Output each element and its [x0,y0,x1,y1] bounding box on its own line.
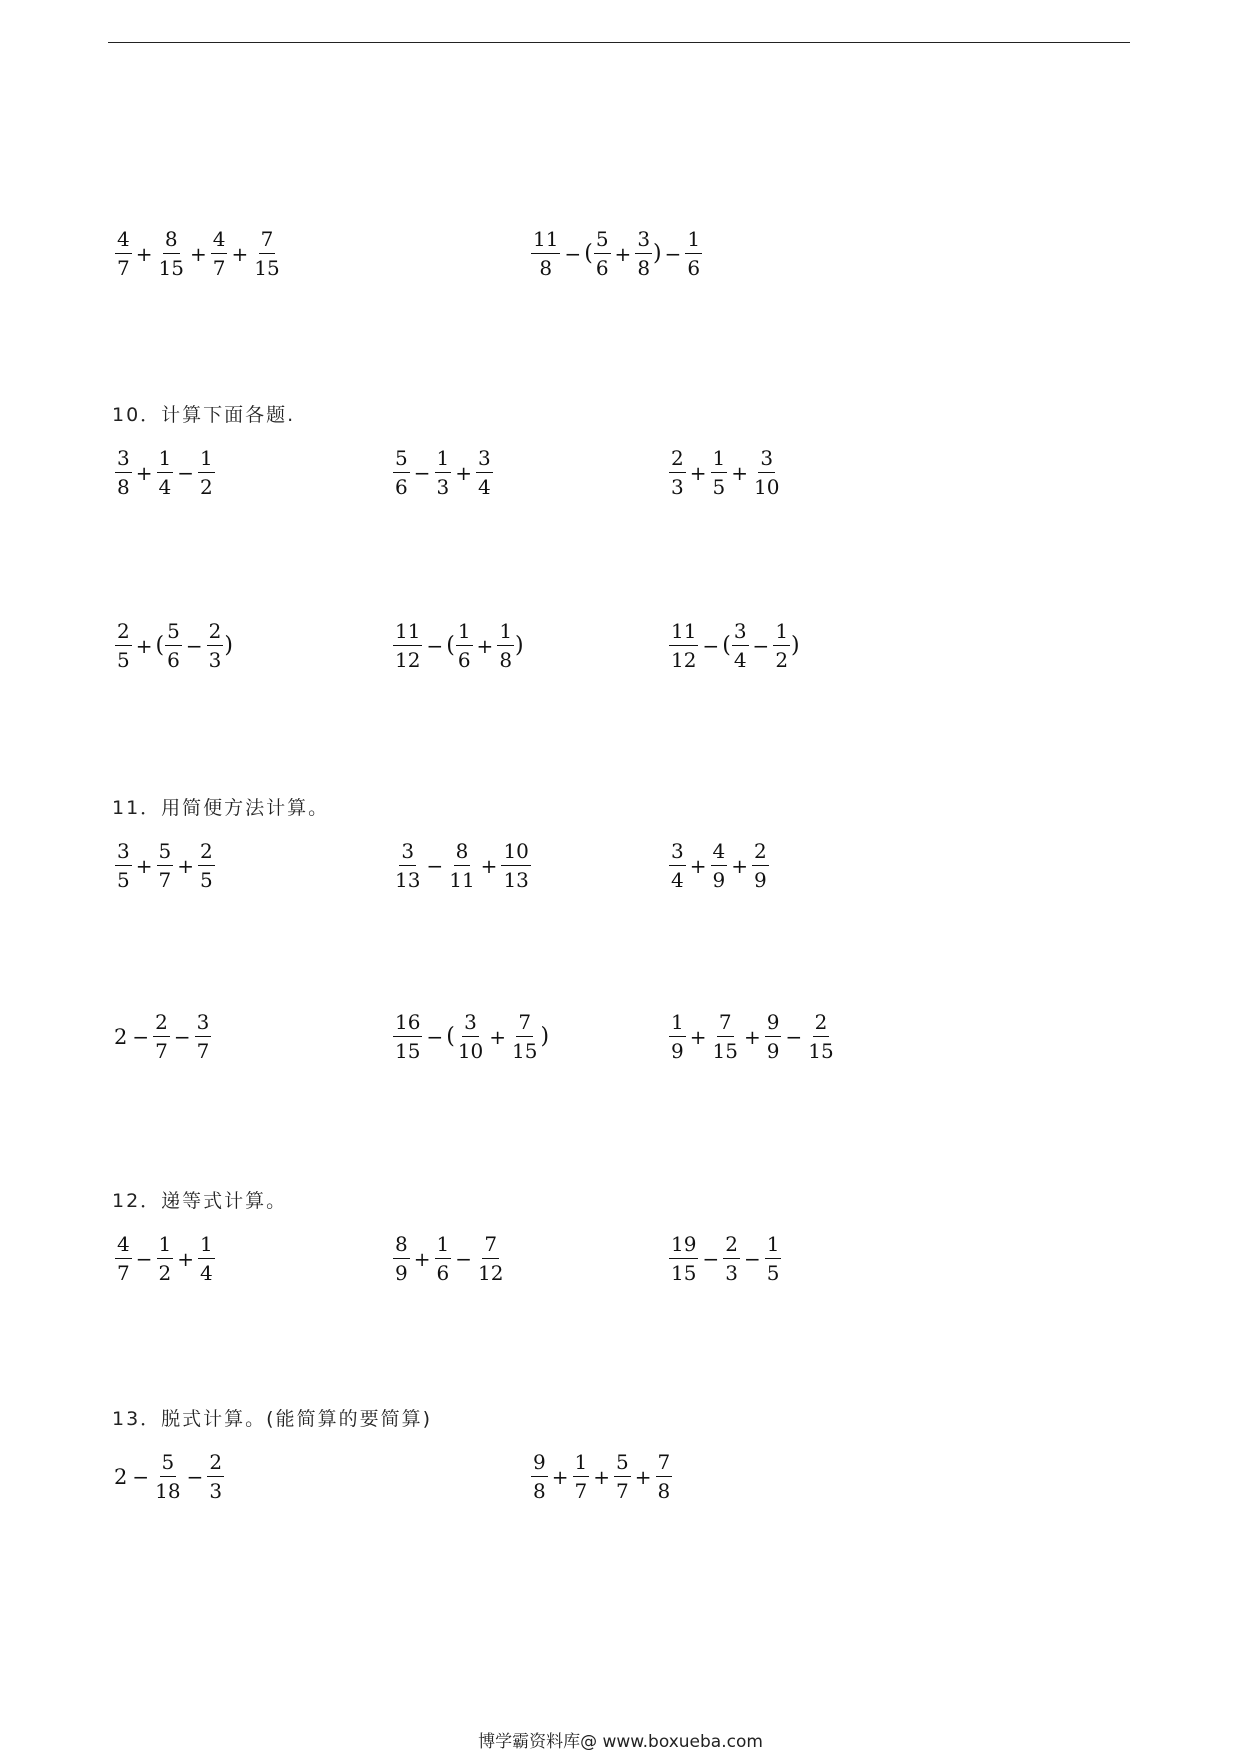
fraction [500,837,531,894]
numerator: 2 [723,1230,740,1259]
numerator: 2 [813,1008,830,1037]
operator: − [173,1024,191,1049]
denominator: 6 [167,648,180,672]
denominator: 5 [200,868,213,892]
numerator: 3 [115,444,132,473]
operator: − [132,1024,150,1049]
numerator: 3 [195,1008,212,1037]
expression-q9-1 [114,225,283,282]
operator: + [135,460,153,485]
denominator: 7 [574,1479,588,1503]
numerator: 8 [454,837,471,866]
fraction [156,444,175,501]
numerator: 1 [573,1448,590,1477]
denominator: 2 [200,475,213,499]
fraction [710,444,729,501]
parenthesis: ) [515,633,524,658]
fraction [392,1008,423,1065]
denominator: 3 [208,648,222,672]
numerator: 1 [456,617,473,646]
fraction [530,225,561,282]
fraction [764,1008,783,1065]
fraction [164,617,183,674]
numerator: 1 [497,617,514,646]
fraction [434,444,453,501]
operator: + [455,460,472,485]
denominator: 7 [117,1261,130,1285]
denominator: 9 [712,868,726,892]
denominator: 8 [657,1479,671,1503]
numerator: 2 [669,444,686,473]
fraction [668,617,699,674]
denominator: 5 [712,475,726,499]
numerator: 9 [765,1008,782,1037]
denominator: 4 [478,475,491,499]
denominator: 9 [754,868,767,892]
denominator: 6 [595,256,609,280]
operator: − [186,1464,204,1489]
operator: − [455,1246,472,1271]
parenthesis: ) [653,241,662,266]
denominator: 15 [395,1039,421,1063]
header-rule [108,42,1130,43]
fraction [114,225,133,282]
numerator: 4 [115,1230,132,1259]
fraction [156,1230,175,1287]
fraction [114,837,133,894]
denominator: 4 [733,648,747,672]
fraction [392,444,411,501]
fraction [764,1230,783,1287]
fraction [114,444,133,501]
numerator: 4 [711,837,728,866]
expression-q12-2 [392,1230,506,1287]
fraction [152,1008,171,1065]
operator: − [185,633,203,658]
numerator: 5 [157,837,174,866]
fraction [152,1448,183,1505]
fraction [156,225,187,282]
fraction [722,1230,741,1287]
fraction [655,1448,674,1505]
operator: + [135,853,153,878]
operator: − [752,633,770,658]
parenthesis: ) [791,633,800,658]
numerator: 2 [752,837,769,866]
operator: + [743,1024,761,1049]
denominator: 8 [533,1479,546,1503]
operator: − [132,1464,150,1489]
expression-q10-6 [668,617,800,674]
operator: + [135,633,153,658]
operator: + [689,460,707,485]
numerator: 8 [163,225,180,254]
whole-number: 2 [114,1024,128,1049]
fraction [710,837,729,894]
fraction [668,1008,687,1065]
numerator: 10 [501,837,530,866]
fraction [684,225,703,282]
numerator: 7 [717,1008,734,1037]
denominator: 12 [478,1261,504,1285]
operator: + [135,241,153,266]
denominator: 8 [499,648,513,672]
fraction [251,225,282,282]
operator: + [489,1024,507,1049]
expression-q10-4 [114,617,233,674]
denominator: 7 [117,256,130,280]
expression-q11-6 [668,1008,837,1065]
numerator: 3 [115,837,132,866]
numerator: 2 [198,837,215,866]
fraction [509,1008,540,1065]
denominator: 6 [436,1261,450,1285]
operator: − [426,853,444,878]
operator: + [476,633,494,658]
expression-q11-2 [392,837,532,894]
denominator: 13 [395,868,421,892]
operator: + [551,1464,569,1489]
denominator: 3 [671,475,684,499]
fraction [710,1008,741,1065]
fraction [496,617,515,674]
numerator: 1 [765,1230,782,1259]
numerator: 2 [115,617,132,646]
numerator: 5 [614,1448,631,1477]
operator: + [593,1464,610,1489]
denominator: 5 [766,1261,780,1285]
operator: − [135,1246,153,1271]
denominator: 5 [117,648,130,672]
numerator: 8 [393,1230,410,1259]
expression-q12-1 [114,1230,216,1287]
numerator: 2 [207,1448,224,1477]
fraction [392,837,423,894]
fraction [751,837,770,894]
operator: − [664,241,682,266]
fraction [156,837,175,894]
fraction [206,1448,225,1505]
fraction [613,1448,632,1505]
numerator: 3 [669,837,686,866]
parenthesis: ( [722,633,731,658]
numerator: 1 [198,444,215,473]
numerator: 1 [435,1230,452,1259]
numerator: 1 [198,1230,215,1259]
expression-q9-2 [530,225,703,282]
denominator: 2 [158,1261,172,1285]
denominator: 15 [254,256,280,280]
denominator: 15 [512,1039,538,1063]
fraction [392,1230,411,1287]
expression-q10-2 [392,444,494,501]
operator: + [231,241,249,266]
fraction [194,1008,213,1065]
numerator: 1 [711,444,728,473]
fraction [475,1230,506,1287]
fraction [593,225,612,282]
numerator: 1 [773,617,790,646]
expression-q11-5 [392,1008,549,1065]
denominator: 4 [671,868,684,892]
parenthesis: ) [540,1024,550,1049]
denominator: 3 [725,1261,738,1285]
numerator: 9 [531,1448,548,1477]
fraction [530,1448,549,1505]
operator: + [731,460,748,485]
denominator: 18 [155,1479,181,1503]
question-10-title: 10．计算下面各题. [112,404,296,426]
denominator: 15 [808,1039,834,1063]
denominator: 13 [503,868,529,892]
denominator: 15 [712,1039,738,1063]
operator: + [177,853,194,878]
denominator: 11 [449,868,475,892]
denominator: 9 [766,1039,780,1063]
denominator: 10 [457,1039,484,1063]
denominator: 6 [395,475,408,499]
numerator: 1 [669,1008,686,1037]
question-11-title: 11．用简便方法计算。 [112,797,330,819]
fraction [475,444,494,501]
operator: + [189,241,207,266]
numerator: 5 [160,1448,177,1477]
fraction [572,1448,591,1505]
fraction [455,1008,486,1065]
numerator: 4 [115,225,132,254]
denominator: 2 [775,648,789,672]
numerator: 1 [685,225,702,254]
question-12-title: 12．递等式计算。 [112,1190,288,1212]
denominator: 9 [395,1261,408,1285]
denominator: 8 [539,256,553,280]
denominator: 6 [457,648,471,672]
operator: + [177,1246,194,1271]
denominator: 6 [687,256,701,280]
numerator: 5 [393,444,410,473]
numerator: 1 [435,444,452,473]
question-13-title: 13．脱式计算。(能简算的要简算) [112,1408,433,1430]
numerator: 3 [462,1008,479,1037]
operator: + [634,1464,652,1489]
operator: + [614,241,632,266]
operator: − [426,1024,444,1049]
denominator: 12 [395,648,421,672]
denominator: 3 [209,1479,223,1503]
operator: − [785,1024,803,1049]
numerator: 2 [153,1008,170,1037]
expression-q11-3 [668,837,770,894]
numerator: 19 [669,1230,698,1259]
denominator: 7 [158,868,172,892]
numerator: 1 [157,1230,174,1259]
operator: − [743,1246,761,1271]
fraction [114,1230,133,1287]
expression-q10-5 [392,617,524,674]
numerator: 7 [516,1008,533,1037]
denominator: 8 [637,256,651,280]
fraction [114,617,133,674]
fraction [197,1230,216,1287]
numerator: 4 [211,225,228,254]
numerator: 3 [476,444,493,473]
fraction [434,1230,453,1287]
expression-q13-1 [114,1448,225,1505]
parenthesis: ( [446,633,455,658]
numerator: 5 [594,225,611,254]
fraction [392,617,423,674]
parenthesis: ( [155,633,165,658]
expression-q13-2 [530,1448,673,1505]
numerator: 1 [157,444,174,473]
operator: − [426,633,444,658]
operator: + [413,1246,431,1271]
numerator: 3 [635,225,652,254]
denominator: 7 [616,1479,629,1503]
denominator: 12 [671,648,697,672]
fraction [751,444,782,501]
numerator: 3 [758,444,775,473]
numerator: 3 [399,837,416,866]
operator: − [413,460,431,485]
denominator: 10 [754,475,780,499]
fraction [634,225,653,282]
parenthesis: ) [224,633,233,658]
numerator: 16 [393,1008,422,1037]
fraction [197,837,216,894]
fraction [446,837,477,894]
operator: + [689,853,707,878]
denominator: 7 [155,1039,168,1063]
operator: + [689,1024,707,1049]
operator: + [731,853,748,878]
expression-q12-3 [668,1230,782,1287]
denominator: 5 [117,868,130,892]
numerator: 7 [656,1448,673,1477]
operator: − [702,633,720,658]
footer-watermark: 博学霸资料库@ www.boxueba.com [478,1732,763,1752]
numerator: 7 [259,225,276,254]
denominator: 7 [196,1039,210,1063]
numerator: 3 [732,617,749,646]
denominator: 8 [117,475,130,499]
numerator: 11 [669,617,698,646]
whole-number: 2 [114,1464,128,1489]
numerator: 11 [531,225,560,254]
operator: + [480,853,498,878]
parenthesis: ( [584,241,593,266]
denominator: 3 [436,475,450,499]
numerator: 7 [482,1230,499,1259]
fraction [206,617,225,674]
fraction [668,1230,699,1287]
fraction [805,1008,836,1065]
fraction [455,617,474,674]
expression-q10-3 [668,444,782,501]
denominator: 4 [158,475,172,499]
fraction [668,837,687,894]
fraction [772,617,791,674]
parenthesis: ( [446,1024,455,1049]
denominator: 15 [671,1261,697,1285]
fraction [668,444,687,501]
denominator: 7 [212,256,226,280]
denominator: 15 [158,256,184,280]
denominator: 9 [671,1039,684,1063]
fraction [210,225,229,282]
operator: − [177,460,194,485]
expression-q11-4 [114,1008,212,1065]
denominator: 4 [200,1261,213,1285]
numerator: 2 [207,617,224,646]
operator: − [564,241,582,266]
numerator: 5 [165,617,182,646]
expression-q10-1 [114,444,216,501]
operator: − [702,1246,720,1271]
expression-q11-1 [114,837,216,894]
numerator: 11 [393,617,422,646]
fraction [731,617,750,674]
fraction [197,444,216,501]
